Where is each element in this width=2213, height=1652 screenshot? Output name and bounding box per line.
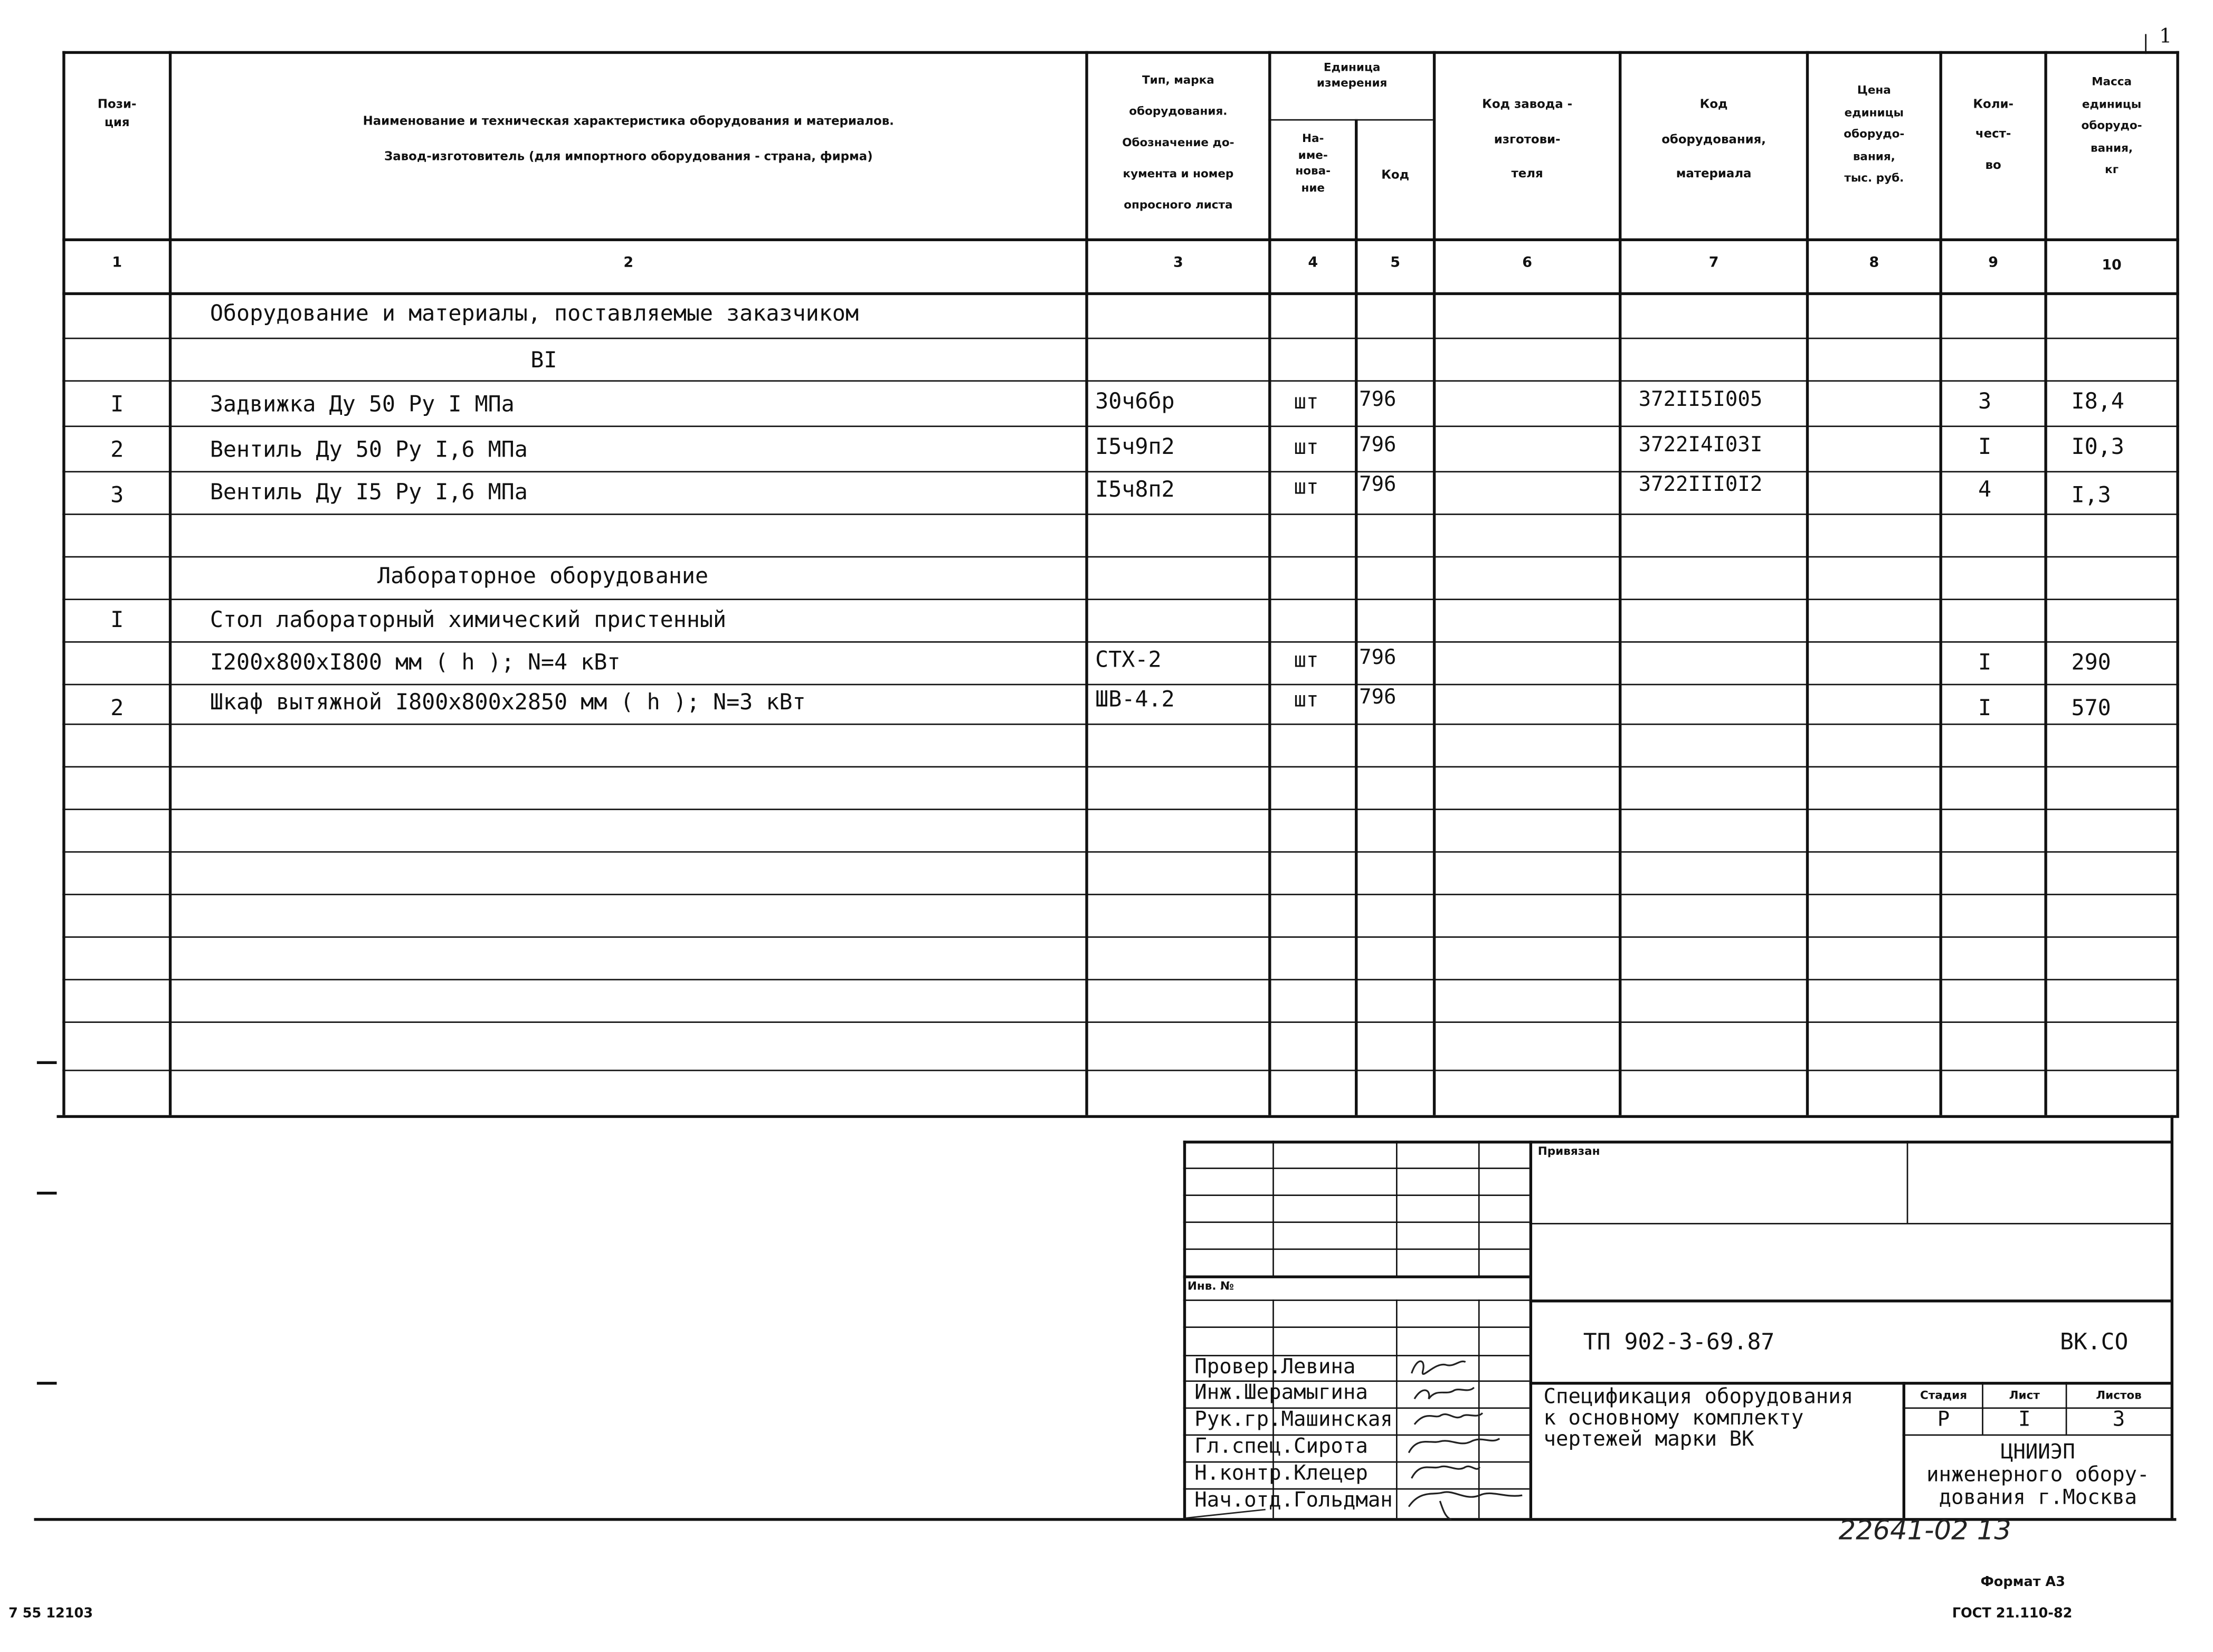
signer-row <box>1194 1382 1368 1404</box>
inventory-label: Инв. № <box>1187 1279 1234 1293</box>
grid-line <box>1530 1382 2173 1384</box>
format-label: Формат А3 <box>1980 1574 2065 1591</box>
page-number: 1 <box>2159 25 2172 49</box>
signer-role: Рук.гр. <box>1194 1409 1281 1432</box>
cell-mass: I8,4 <box>2071 388 2124 414</box>
table-right-border <box>2176 51 2179 1118</box>
cell-mass: I,3 <box>2071 482 2111 508</box>
col-line-1 <box>169 51 172 1115</box>
header-unit-name: На- име- нова- ние <box>1295 131 1331 194</box>
section-heading: Оборудование и материалы, поставляемые заказчиком <box>210 300 859 327</box>
cell-position: I <box>110 391 124 417</box>
cell-position: I <box>110 607 124 633</box>
table-top-border <box>62 51 2179 54</box>
titleblock-top-line <box>1183 1141 2173 1143</box>
table-bottom-border <box>57 1115 2177 1118</box>
row-line <box>62 766 2179 768</box>
gost-label: ГОСТ 21.110-82 <box>1952 1606 2073 1622</box>
cell-unit-code: 796 <box>1359 434 1397 457</box>
signer-role: Провер. <box>1194 1356 1281 1379</box>
cell-position: 2 <box>110 695 124 721</box>
col-line-5 <box>1433 51 1436 1115</box>
header-equipment-code: Код оборудования, материала <box>1661 98 1766 182</box>
cell-unit: шт <box>1294 689 1319 713</box>
grid-line <box>1396 1141 1398 1277</box>
signer-name: Клецер <box>1294 1463 1368 1486</box>
table-left-border <box>62 51 65 1115</box>
cell-type: 30ч6бр <box>1095 388 1175 414</box>
signer-name: Левина <box>1281 1356 1356 1379</box>
signer-role: Гл.спец. <box>1194 1436 1294 1459</box>
col-number: 10 <box>2102 258 2122 274</box>
cell-quantity: 3 <box>1978 388 1992 414</box>
titleblock-right-border <box>2171 1115 2173 1521</box>
col-line-3 <box>1268 51 1271 1115</box>
grid-line <box>1272 1141 1274 1277</box>
cell-quantity: I <box>1978 650 1992 676</box>
row-line <box>62 1070 2179 1071</box>
col-number: 5 <box>1390 255 1401 271</box>
bound-label: Привязан <box>1537 1145 1600 1158</box>
signer-name: Машинская <box>1281 1409 1393 1432</box>
cell-type: ШВ-4.2 <box>1095 686 1175 713</box>
cell-quantity: I <box>1978 434 1992 460</box>
header-plant-code: Код завода - изготови- теля <box>1482 98 1573 182</box>
header-mass: Масса единицы оборудо- вания, кг <box>2081 75 2142 177</box>
cell-type: СТХ-2 <box>1095 647 1162 673</box>
stage-label: Стадия <box>1920 1389 1968 1402</box>
col-number: 7 <box>1708 255 1719 271</box>
signer-name: Сирота <box>1294 1436 1368 1459</box>
document-code: ТП 902-3-69.87 <box>1583 1327 1775 1355</box>
grid-line <box>1183 1276 1530 1278</box>
row-line <box>62 425 2179 427</box>
header-price: Цена единицы оборудо- вания, тыс. руб. <box>1844 83 1905 185</box>
signer-row <box>1194 1409 1392 1431</box>
signer-role: Инж. <box>1194 1382 1245 1405</box>
header-unit-group: Единица измерения <box>1316 61 1388 90</box>
grid-line <box>1183 1194 1530 1196</box>
signature-line <box>1183 1507 1268 1521</box>
row-line <box>62 380 2179 382</box>
row-line <box>62 1021 2179 1023</box>
cell-name: I200x800xI800 мм ( h ); N=4 кВт <box>210 650 621 676</box>
col-line-8 <box>1939 51 1942 1115</box>
bottom-left-code: 7 55 12103 <box>8 1606 93 1622</box>
signer-role: Нач.отд. <box>1194 1489 1294 1513</box>
signer-role: Н.контр. <box>1194 1463 1294 1486</box>
grid-line <box>1478 1141 1480 1277</box>
row-line <box>62 684 2179 686</box>
row-line <box>62 936 2179 938</box>
cell-type: I5ч9п2 <box>1095 434 1175 460</box>
sheets-label: Листов <box>2096 1389 2142 1402</box>
sheet-code: ВК.СО <box>2059 1327 2129 1355</box>
row-line <box>62 338 2179 339</box>
sheet-label: Лист <box>2009 1389 2040 1402</box>
cell-position: 3 <box>110 482 124 508</box>
col-number: 9 <box>1988 255 1999 271</box>
row-line <box>62 641 2179 643</box>
row-line <box>62 809 2179 810</box>
signer-row <box>1194 1356 1355 1379</box>
cell-unit: шт <box>1294 650 1319 673</box>
header-quantity: Коли- чест- во <box>1973 98 2013 173</box>
margin-tick <box>37 1061 57 1064</box>
cell-unit-code: 796 <box>1359 388 1397 412</box>
cell-mass: 290 <box>2071 650 2111 676</box>
cell-mass: I0,3 <box>2071 434 2124 460</box>
cell-name: Вентиль Ду 50 Ру I,6 МПа <box>210 436 528 463</box>
header-unit-code: Код <box>1381 168 1410 183</box>
grid-line <box>1183 1326 1530 1328</box>
cell-unit: шт <box>1294 477 1319 500</box>
col-number: 4 <box>1308 255 1318 271</box>
header-name: Наименование и техническая характеристика оборудования и материалов. Завод-изготовитель (для импортного оборудования - страна, фирма) <box>363 115 894 164</box>
cell-equipment-code: 3722I4I03I <box>1638 434 1763 457</box>
document-title: Спецификация оборудования к основному комплекту чертежей марки ВК <box>1543 1386 1854 1451</box>
grid-line <box>1530 1299 2173 1302</box>
row-line <box>62 979 2179 981</box>
cell-name: Вентиль Ду I5 Ру I,6 МПа <box>210 479 528 505</box>
cell-name: Задвижка Ду 50 Ру I МПа <box>210 391 515 417</box>
row-line <box>62 599 2179 600</box>
cell-position: 2 <box>110 436 124 463</box>
stage-value: Р <box>1937 1409 1950 1432</box>
cell-name: Стол лабораторный химический пристенный <box>210 607 727 633</box>
row-line <box>62 471 2179 472</box>
col-line-7 <box>1806 51 1809 1115</box>
grid-line <box>1183 1221 1530 1223</box>
grid-line <box>1183 1167 1530 1169</box>
unit-group-line <box>1268 119 1433 121</box>
col-number: 6 <box>1522 255 1532 271</box>
organization: ЦНИИЭП инженерного обору- дования г.Москва <box>1926 1441 2150 1510</box>
col-number: 1 <box>112 255 122 271</box>
cell-unit: шт <box>1294 436 1319 460</box>
col-number: 3 <box>1173 255 1183 271</box>
cell-mass: 570 <box>2071 695 2111 721</box>
row-line <box>62 724 2179 725</box>
grid-line <box>1907 1141 1908 1223</box>
signer-name: Шерамыгина <box>1244 1382 1368 1405</box>
grid-line <box>1530 1223 2173 1224</box>
cell-quantity: 4 <box>1978 477 1992 502</box>
signer-name: Гольдман <box>1294 1489 1393 1513</box>
col-number: 2 <box>623 255 634 271</box>
col-number: 8 <box>1869 255 1879 271</box>
grid-line <box>1183 1248 1530 1250</box>
sheet-value: I <box>2018 1409 2031 1432</box>
cell-equipment-code: 3722III0I2 <box>1638 473 1763 497</box>
cell-name: Шкаф вытяжной I800x800x2850 мм ( h ); N=3 кВт <box>210 689 806 715</box>
section-heading: Лабораторное оборудование <box>377 563 709 589</box>
signature-scribbles <box>1398 1348 1532 1521</box>
cell-unit-code: 796 <box>1359 686 1397 709</box>
margin-tick <box>37 1382 57 1384</box>
grid-line <box>1903 1435 2173 1436</box>
signer-row <box>1194 1436 1368 1458</box>
header-type: Тип, марка оборудования. Обозначение до- кумента и номер опросного листа <box>1122 73 1234 212</box>
cell-type: I5ч8п2 <box>1095 477 1175 502</box>
cell-unit: шт <box>1294 391 1319 414</box>
numbers-bottom-line <box>62 292 2179 295</box>
header-bottom-line <box>62 239 2179 241</box>
sheets-value: 3 <box>2112 1409 2125 1432</box>
col-line-6 <box>1619 51 1621 1115</box>
cell-quantity: I <box>1978 695 1992 721</box>
row-line <box>62 514 2179 515</box>
row-line <box>62 556 2179 558</box>
grid-line <box>1183 1299 1530 1301</box>
cell-unit-code: 796 <box>1359 473 1397 497</box>
cell-equipment-code: 372II5I005 <box>1638 388 1763 412</box>
header-position: Пози- ция <box>97 98 137 130</box>
cell-unit-code: 796 <box>1359 647 1397 670</box>
signer-row <box>1194 1463 1368 1485</box>
section-subheading: BI <box>530 347 557 373</box>
col-line-9 <box>2044 51 2047 1115</box>
row-line <box>62 851 2179 853</box>
row-line <box>62 894 2179 895</box>
margin-tick <box>37 1192 57 1194</box>
handwritten-code: 22641-02 13 <box>1838 1515 2011 1546</box>
